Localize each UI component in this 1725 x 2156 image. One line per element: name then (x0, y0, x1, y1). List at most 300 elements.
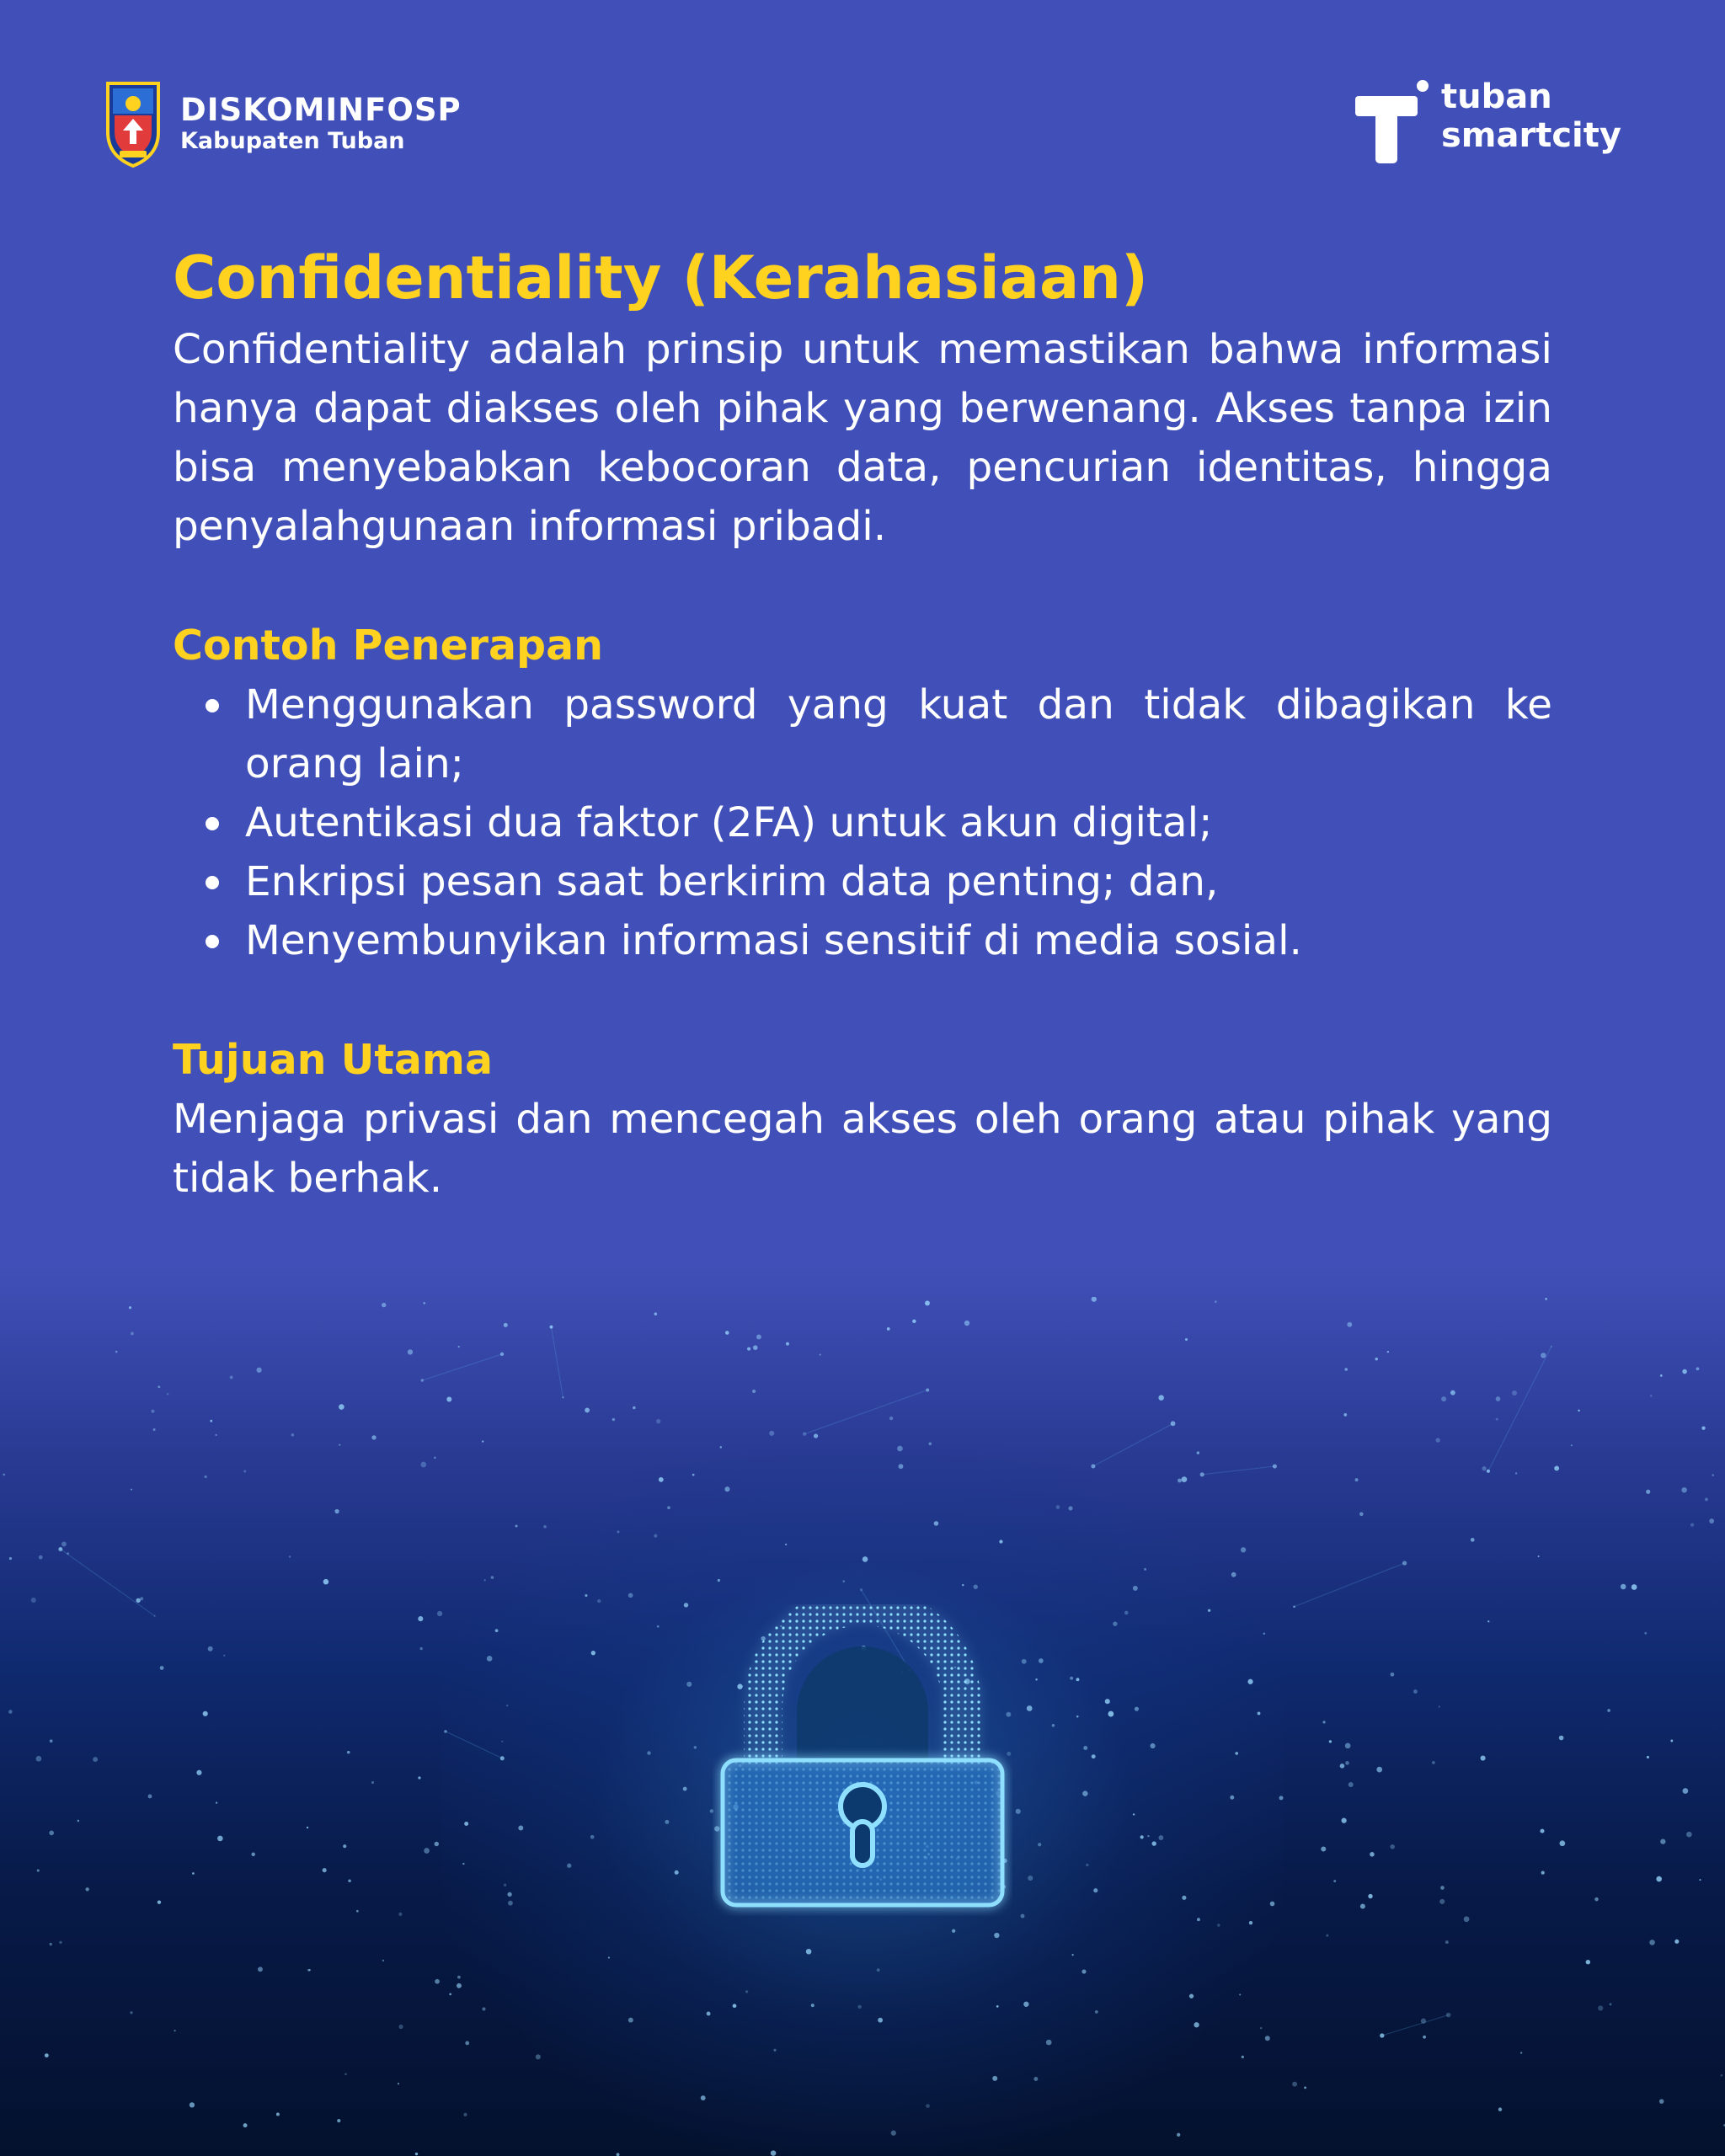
network-dot (93, 1757, 98, 1762)
network-dot (1656, 1876, 1662, 1882)
network-dot (1239, 1993, 1241, 1995)
network-dot (1520, 2052, 1522, 2053)
network-dot (1082, 1790, 1087, 1796)
network-dot (418, 1616, 423, 1621)
network-dot (3, 1474, 5, 1476)
network-dot (1158, 1835, 1163, 1840)
network-dot (1345, 1742, 1351, 1748)
network-dot (1178, 1479, 1182, 1483)
network-dot (1230, 1796, 1234, 1800)
network-dot (773, 2049, 776, 2052)
network-dot (501, 1741, 503, 1742)
network-dot (1450, 1390, 1455, 1396)
network-dot (58, 1547, 62, 1551)
list-item-text: Menyembunyikan informasi sensitif di media sosial. (245, 917, 1302, 964)
network-dot (897, 1446, 903, 1452)
page-title: Confidentiality (Kerahasiaan) (173, 243, 1149, 312)
network-dot (1171, 1421, 1176, 1426)
network-dot (1464, 1916, 1470, 1922)
network-dot (444, 1730, 447, 1733)
tuban-emblem-icon (103, 80, 163, 168)
network-dot (1265, 2036, 1270, 2041)
network-dot (131, 1331, 134, 1335)
network-dot (129, 1306, 131, 1309)
network-dot (289, 1556, 291, 1557)
network-dot (1413, 1689, 1418, 1694)
network-dot (786, 1342, 789, 1346)
padlock-icon (713, 1604, 1012, 1916)
network-dot (1200, 1472, 1204, 1476)
network-dot (506, 1705, 508, 1706)
network-dot (1217, 1924, 1220, 1926)
network-dot (1133, 1813, 1135, 1815)
network-dot (654, 1312, 658, 1315)
network-dot (925, 1300, 930, 1305)
network-dot (1650, 1395, 1653, 1397)
network-dot (1197, 1918, 1200, 1921)
network-dot (8, 1710, 13, 1714)
network-line (446, 1732, 502, 1758)
network-dot (1231, 1572, 1236, 1577)
network-dot (1194, 2022, 1199, 2027)
network-dot (1070, 1677, 1073, 1680)
network-dot (504, 1883, 506, 1886)
network-dot (654, 1534, 657, 1538)
network-dot (1095, 2010, 1098, 2014)
network-dot (1258, 1712, 1261, 1716)
network-dot (174, 2030, 175, 2031)
network-dot (500, 1353, 504, 1356)
list-item-text: Menggunakan password yang kuat dan tidak dibagikan ke orang lain; (245, 681, 1552, 787)
network-dot (1279, 1796, 1284, 1800)
network-dot (1347, 1322, 1352, 1327)
network-dot (1370, 1852, 1375, 1857)
network-dot (1541, 1870, 1545, 1874)
network-dot (398, 1913, 402, 1916)
network-dot (769, 1431, 774, 1436)
network-dot (1670, 1740, 1673, 1742)
network-dot (1158, 1395, 1164, 1401)
list-item (173, 793, 1552, 852)
network-dot (857, 2005, 861, 2009)
network-dot (814, 1433, 818, 1438)
network-dot (1594, 1897, 1599, 1902)
network-dot (1482, 1466, 1487, 1470)
network-dot (1674, 1940, 1679, 1944)
smartcity-line-2: smartcity (1441, 116, 1621, 155)
network-dot (210, 1420, 212, 1422)
network-line (1382, 2015, 1449, 2036)
network-dot (1028, 1876, 1033, 1881)
network-dot (1105, 1699, 1110, 1704)
network-dot (1329, 1740, 1332, 1742)
network-dot (877, 1968, 880, 1972)
network-dot (1076, 1716, 1079, 1718)
network-dot (1341, 1818, 1346, 1823)
network-dot (1554, 1465, 1559, 1470)
network-dot (291, 1433, 295, 1437)
network-dot (504, 1323, 508, 1327)
network-dot (597, 1599, 601, 1603)
bullet-icon (206, 817, 219, 830)
network-dot (1113, 1621, 1117, 1625)
network-line (1488, 1347, 1551, 1471)
network-dot (1016, 1809, 1021, 1814)
network-dot (1586, 1960, 1590, 1964)
network-dot (1185, 1338, 1188, 1341)
network-dot (435, 1979, 440, 1984)
network-dot (217, 1836, 223, 1842)
network-dot (1646, 1490, 1650, 1494)
network-dot (1263, 1633, 1266, 1636)
network-dot (928, 1442, 932, 1445)
network-dot (1273, 1465, 1277, 1469)
network-dot (843, 1580, 846, 1582)
network-dot (1144, 1568, 1146, 1571)
network-dot (720, 1446, 723, 1449)
network-dot (158, 1385, 160, 1388)
network-dot (647, 1751, 650, 1754)
network-dot (343, 1844, 346, 1848)
network-dot (891, 2131, 896, 2136)
network-dot (1235, 1752, 1238, 1755)
network-dot (1375, 1358, 1378, 1361)
network-dot (77, 1820, 80, 1822)
brand-name: DISKOMINFOSP (180, 92, 462, 128)
brand-subtitle: Kabupaten Tuban (180, 128, 405, 154)
network-dot (371, 1781, 374, 1784)
network-dot (1609, 2003, 1611, 2005)
network-dot (382, 1303, 386, 1307)
network-dot (1292, 2082, 1297, 2087)
bullet-icon (206, 699, 219, 712)
network-dot (659, 1477, 664, 1482)
network-dot (665, 1820, 669, 1824)
network-dot (449, 1993, 451, 1996)
article-content (173, 236, 1552, 1208)
network-dot (1326, 1935, 1328, 1937)
network-dot (190, 2102, 195, 2107)
intro-paragraph: Confidentiality adalah prinsip untuk memastikan bahwa informasi hanya dapat diakses oleh pihak yang berwenang. Akses tanpa izin bisa menyebabkan kebocoran data, pencurian identitas, hingga penyalahgunaan informasi pribadi. (173, 326, 1552, 550)
network-dot (1133, 1586, 1138, 1591)
network-dot (701, 2095, 706, 2100)
network-dot (1249, 1921, 1252, 1924)
network-dot (725, 1331, 729, 1335)
network-dot (1439, 1899, 1445, 1904)
network-dot (667, 1506, 670, 1509)
network-dot (167, 1393, 168, 1395)
network-dot (49, 1943, 51, 1945)
network-dot (964, 1321, 969, 1326)
network-dot (1124, 1611, 1129, 1615)
network-dot (1439, 1705, 1440, 1707)
network-dot (617, 2153, 620, 2156)
smartcity-line-1: tuban (1441, 77, 1552, 116)
network-dot (158, 1900, 161, 1903)
network-line (422, 1354, 502, 1380)
network-dot (1538, 1556, 1540, 1557)
network-dot (1598, 2005, 1603, 2010)
network-dot (1035, 1678, 1038, 1681)
network-dot (692, 1474, 695, 1476)
network-dot (899, 1464, 904, 1469)
network-dot (1068, 1506, 1072, 1510)
network-dot (437, 1611, 442, 1616)
network-line (1202, 1466, 1274, 1475)
network-dot (61, 1541, 67, 1546)
network-dot (1360, 1903, 1365, 1908)
network-dot (243, 1470, 246, 1472)
network-dot (1659, 2099, 1664, 2104)
network-dot (418, 1776, 420, 1779)
network-dot (912, 1320, 916, 1323)
network-dot (1390, 1844, 1395, 1849)
network-dot (628, 1593, 633, 1598)
network-dot (994, 1933, 999, 1938)
network-dot (1551, 1346, 1552, 1348)
network-dot (887, 1327, 890, 1331)
network-dot (1446, 2013, 1451, 2018)
network-dot (515, 1524, 518, 1527)
network-dot (1083, 1746, 1087, 1750)
network-dot (230, 1375, 233, 1379)
network-dot (707, 2012, 711, 2016)
network-dot (39, 1556, 43, 1560)
network-dot (585, 1408, 590, 1413)
network-dot (37, 1869, 40, 1871)
diskominfo-logo (103, 80, 462, 168)
network-dot (756, 1334, 761, 1339)
network-line (804, 1390, 927, 1434)
network-dot (1033, 2077, 1038, 2081)
network-dot (550, 1326, 553, 1329)
network-dot (140, 1597, 143, 1600)
network-dot (1135, 1707, 1139, 1711)
network-dot (1545, 1298, 1547, 1300)
network-dot (536, 2054, 541, 2059)
network-dot (423, 1302, 425, 1305)
network-dot (482, 2007, 485, 2010)
network-dot (276, 2112, 280, 2116)
network-dot (1705, 1497, 1708, 1501)
bullet-icon (206, 935, 219, 948)
network-dot (1699, 1879, 1701, 1881)
network-dot (1039, 1658, 1044, 1663)
network-dot (1022, 1659, 1027, 1664)
network-dot (205, 1476, 207, 1478)
network-dot (1038, 1843, 1041, 1846)
network-dot (1348, 1782, 1354, 1787)
network-dot (1402, 1561, 1407, 1565)
network-dot (811, 2004, 814, 2007)
network-dot (934, 1521, 939, 1526)
network-dot (208, 1646, 213, 1652)
network-dot (1660, 1838, 1665, 1844)
network-dot (465, 2041, 469, 2046)
network-dot (1498, 2107, 1502, 2111)
network-dot (862, 1556, 868, 1562)
network-dot (457, 1976, 461, 1979)
network-dot (785, 1544, 787, 1545)
smartcity-t-icon (1352, 77, 1429, 170)
network-dot (339, 1404, 344, 1410)
network-dot (1571, 1444, 1573, 1446)
network-line (551, 1327, 563, 1398)
network-dot (1541, 1353, 1546, 1358)
list-item (173, 675, 1552, 793)
network-line (1093, 1423, 1173, 1466)
network-dot (591, 1651, 595, 1655)
network-dot (628, 2018, 633, 2023)
network-dot (1696, 1367, 1700, 1370)
network-dot (45, 2053, 49, 2057)
network-dot (684, 1603, 688, 1607)
network-dot (1260, 2027, 1262, 2029)
network-dot (803, 1433, 806, 1436)
network-dot (151, 1410, 154, 1413)
network-dot (889, 1417, 893, 1420)
network-dot (1081, 1969, 1086, 1973)
network-dot (1445, 1940, 1449, 1944)
network-dot (1247, 1679, 1252, 1684)
network-dot (1140, 1835, 1144, 1838)
network-dot (1046, 2040, 1052, 2046)
network-dot (1682, 1369, 1687, 1374)
examples-list (173, 675, 1552, 970)
network-dot (1686, 1832, 1692, 1838)
network-dot (1647, 1756, 1649, 1758)
network-dot (1333, 1880, 1336, 1882)
network-dot (307, 1969, 310, 1972)
network-dot (771, 2150, 777, 2156)
network-dot (160, 1666, 164, 1670)
network-dot (996, 2005, 999, 2008)
network-dot (251, 1853, 255, 1857)
network-dot (745, 1990, 748, 1993)
network-dot (1621, 1584, 1626, 1590)
network-dot (974, 1585, 978, 1589)
network-dot (85, 1887, 88, 1891)
network-dot (1177, 2133, 1180, 2137)
network-dot (36, 1756, 42, 1762)
network-dot (612, 1418, 615, 1421)
network-dot (820, 1353, 821, 1355)
network-dot (657, 1625, 660, 1628)
network-dot (371, 1435, 376, 1439)
tuban-smartcity-logo (1352, 77, 1621, 170)
network-dot (992, 2076, 997, 2081)
list-item (173, 911, 1552, 970)
network-dot (686, 1682, 692, 1687)
list-item-text: Autentikasi dua faktor (2FA) untuk akun digital; (245, 799, 1213, 846)
network-dot (1487, 1620, 1489, 1622)
network-dot (1321, 1846, 1326, 1851)
network-dot (1182, 1896, 1186, 1900)
network-dot (1496, 1418, 1498, 1421)
network-dot (753, 1345, 758, 1350)
network-dot (1440, 1886, 1445, 1890)
network-dot (243, 2123, 248, 2127)
network-dot (1304, 2086, 1306, 2089)
network-dot (724, 1486, 729, 1492)
network-dot (1559, 1736, 1564, 1741)
network-dot (148, 1794, 152, 1798)
network-dot (752, 1390, 756, 1393)
examples-heading: Contoh Penerapan (173, 622, 604, 670)
network-dot (1086, 1864, 1088, 1866)
network-dot (203, 1711, 208, 1716)
network-dot (1343, 1413, 1347, 1417)
network-dot (683, 1787, 687, 1791)
network-dot (49, 1831, 54, 1836)
network-dot (507, 1892, 511, 1897)
network-dot (1023, 2002, 1028, 2007)
network-dot (1632, 1584, 1637, 1590)
goal-paragraph: Menjaga privasi dan mencegah akses oleh orang atau pihak yang tidak berhak. (173, 1096, 1552, 1202)
network-dot (484, 1579, 486, 1581)
network-dot (1108, 1711, 1114, 1717)
network-dot (348, 1879, 351, 1882)
network-dot (1241, 1547, 1246, 1552)
network-dot (508, 1901, 513, 1906)
network-dot (462, 1863, 464, 1865)
network-dot (633, 1406, 635, 1409)
network-dot (747, 1348, 750, 1351)
network-dot (1093, 1888, 1097, 1892)
network-dot (446, 1397, 451, 1402)
network-dot (694, 1746, 697, 1748)
network-dot (675, 1870, 679, 1875)
network-dot (398, 2083, 399, 2084)
network-dot (1293, 1605, 1295, 1608)
network-dot (1344, 1368, 1348, 1371)
network-dot (1607, 1709, 1610, 1712)
network-dot (1270, 1902, 1275, 1907)
network-dot (1322, 1721, 1325, 1723)
network-dot (153, 1428, 156, 1431)
network-dot (420, 1379, 424, 1382)
network-dot (334, 1509, 339, 1513)
network-dot (115, 1351, 118, 1353)
network-dot (196, 1770, 201, 1775)
network-dot (1690, 1523, 1694, 1526)
network-dot (1150, 1743, 1155, 1748)
network-dot (1242, 2056, 1244, 2058)
network-dot (495, 1629, 499, 1632)
network-dot (482, 1440, 483, 1442)
network-dot (415, 2153, 418, 2155)
network-dot (1432, 1761, 1435, 1764)
network-dot (323, 1868, 327, 1872)
network-dot (337, 2119, 340, 2122)
network-dot (952, 1929, 955, 1933)
network-dot (1481, 1755, 1486, 1760)
network-line (61, 1549, 155, 1615)
network-dot (1076, 1678, 1079, 1681)
network-dot (1559, 1840, 1565, 1846)
network-dot (192, 1872, 195, 1875)
network-dot (567, 1864, 571, 1868)
network-dot (1720, 2074, 1722, 2077)
network-dot (130, 2011, 132, 2014)
network-dot (500, 1756, 505, 1760)
network-dot (457, 1983, 462, 1988)
network-dot (258, 1967, 263, 1972)
network-dot (1387, 1351, 1389, 1353)
network-dot (356, 1910, 359, 1913)
network-dot (323, 1579, 329, 1585)
network-dot (398, 2025, 403, 2029)
